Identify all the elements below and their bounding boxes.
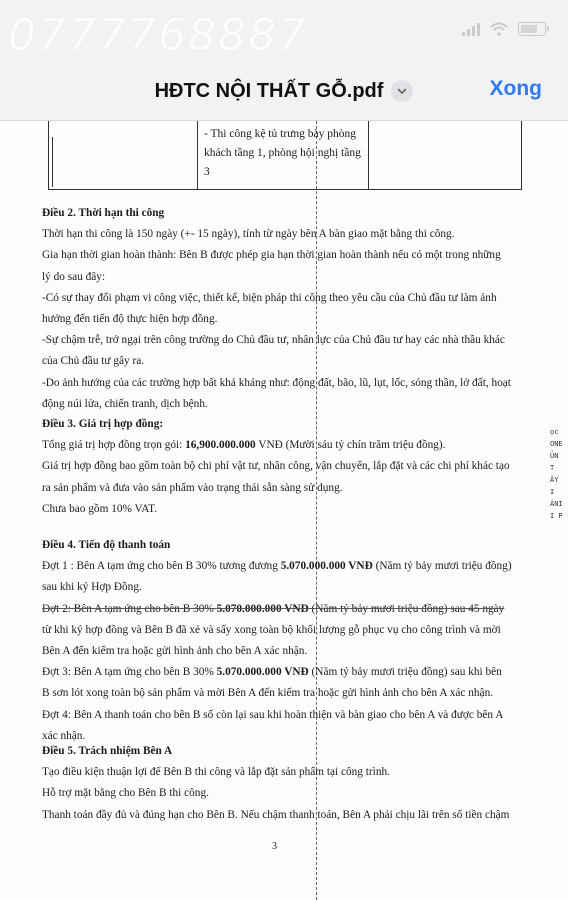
paragraph-line: Đợt 2: Bên A tạm ứng cho bên B 30% 5.070.000.000 VNĐ (Năm tỷ bảy mươi triệu đồng) sau 45 ngày [42,602,505,615]
chevron-down-icon [397,86,407,96]
paragraph-line: sau khi ký Hợp Đồng. [42,581,142,594]
page-number: 3 [272,841,277,852]
bleed-through-marks: ọc ONE ỦN T ÂY I ÁNI I P [550,428,563,520]
paragraph-line: -Có sự thay đổi phạm vi công việc, thiết kế, biện pháp thi công theo yêu cầu của Chủ đầu tư làm ảnh [42,291,497,304]
paragraph-line: Chưa bao gồm 10% VAT. [42,502,158,515]
paragraph-line: hưởng đến tiến độ thực hiện hợp đồng. [42,313,218,326]
paragraph-line: Đợt 4: Bên A thanh toán cho bên B số còn lại sau khi hoàn thiện và bàn giao cho bên A và được bên A [42,708,504,721]
section-dieu-4 [42,535,522,747]
section-heading: Điều 3. Giá trị hợp đồng: [42,418,164,430]
paragraph-line: Giá trị hợp đồng bao gồm toàn bộ chi phí vật tư, nhân công, vận chuyển, lắp đặt và các chi phí khác tạo [42,460,510,473]
paragraph-line: từ khi ký hợp đồng và Bên B đã xẻ và sấy xong toàn bộ khối lượng gỗ phục vụ cho công trình và mời [42,623,501,636]
table-fragment [48,121,522,190]
table-cell-text: - Thi công kệ tủ trưng bày phòng khách tầng 1, phòng hội nghị tầng 3 [204,128,361,178]
paragraph-line: Thanh toán đầy đủ và đúng hạn cho Bên B. Nếu chậm thanh toán, Bên A phải chịu lãi trên số tiền chậm [42,808,510,821]
paragraph-line: Đợt 1 : Bên A tạm ứng cho bên B 30% tương đương 5.070.000.000 VNĐ (Năm tỷ bảy mươi triệu đồng) [42,560,512,573]
paragraph-line: Gia hạn thời gian hoàn thành: Bên B được phép gia hạn thời gian hoàn thành nếu có một trong những [42,249,501,262]
paragraph-line: Đợt 3: Bên A tạm ứng cho bên B 30% 5.070.000.000 VNĐ (Năm tỷ bảy mươi triệu đồng) sau khi bên [42,666,502,679]
title-menu-button[interactable] [391,80,413,102]
wifi-icon [490,22,508,36]
status-icons [462,22,546,36]
paragraph-line: Bên A đến kiểm tra hoặc gửi hình ảnh cho bên A xác nhận. [42,645,308,658]
done-button[interactable]: Xong [489,77,542,100]
document-title: HĐTC NỘI THẤT GỖ.pdf [154,79,384,102]
pdf-page [0,121,568,900]
table-col-2 [198,121,369,189]
battery-icon [518,22,546,36]
paragraph-line: Thời hạn thi công là 150 ngày (+- 15 ngày), tính từ ngày bên A bàn giao mặt bằng thi công. [42,228,455,241]
signal-icon [462,22,480,36]
section-dieu-5 [42,741,522,826]
section-heading: Điều 5. Trách nhiệm Bên A [42,745,173,757]
section-dieu-2 [42,203,522,415]
document-nav-bar [0,62,568,121]
section-heading: Điều 2. Thời hạn thi công [42,207,165,219]
paragraph-line: của Chủ đầu tư gây ra. [42,355,145,368]
paragraph-line: động núi lửa, chiến tranh, dịch bệnh. [42,397,208,410]
paragraph-line: lý do sau đây: [42,270,106,283]
paragraph-line: -Do ảnh hưởng của các trường hợp bất khả kháng như: động đất, bão, lũ, lụt, lốc, sóng thần, lở đất, hoạt [42,376,511,389]
paragraph-line: Tạo điều kiện thuận lợi để Bên B thi công và lắp đặt sản phẩm tại công trình. [42,766,390,779]
table-col-1 [49,121,198,189]
paragraph-line: Hỗ trợ mặt bằng cho Bên B thi công. [42,787,209,800]
paragraph-line: -Sự chậm trễ, trở ngại trên công trường do Chủ đầu tư, nhân lực của Chủ đầu tư hay các nhà thầu khác [42,334,505,347]
paragraph-line: ra sản phẩm và đưa vào sản phẩm vào trạng thái sẵn sàng sử dụng. [42,481,343,494]
title-group[interactable] [0,62,568,120]
status-bar [0,0,568,62]
paragraph-line: xác nhận. [42,729,86,742]
section-dieu-3 [42,414,522,520]
section-heading: Điều 4. Tiến độ thanh toán [42,539,171,551]
paragraph-line: Tổng giá trị hợp đồng trọn gói: 16,900.000.000 VNĐ (Mười sáu tỷ chín trăm triệu đồng). [42,439,446,452]
phone-watermark: 0777768887 [8,10,308,61]
paragraph-line: B sơn lót xong toàn bộ sản phẩm và mời Bên A đến kiểm tra hoặc gửi hình ảnh cho bên A xác nhận. [42,687,494,700]
contract-total-amount: 16,900.000.000 [185,439,256,452]
